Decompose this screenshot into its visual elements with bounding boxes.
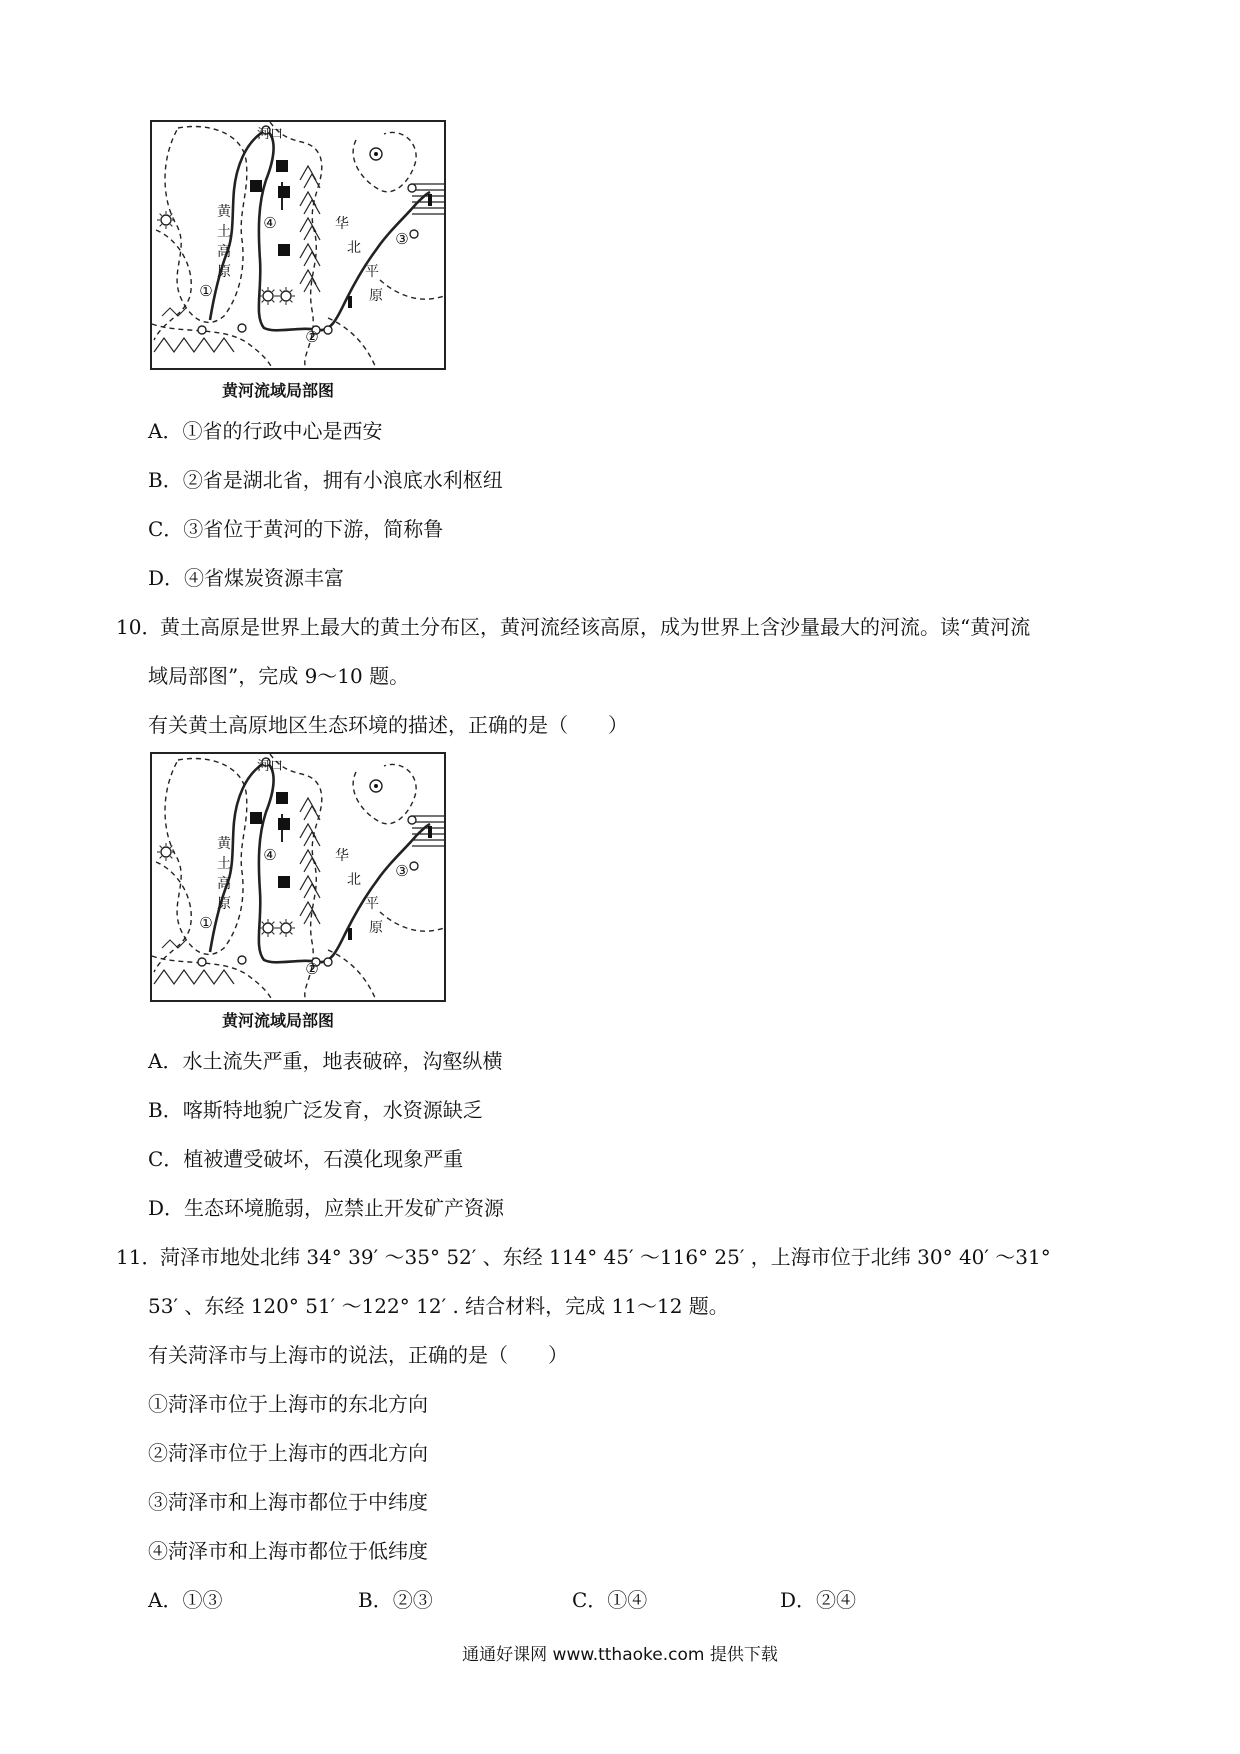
city-icon: [238, 324, 246, 332]
estuary-label: 河口: [256, 127, 284, 142]
power-station-ray: [280, 300, 282, 302]
plateau-label: 黄: [217, 204, 231, 220]
plateau-label: 原: [217, 264, 231, 280]
power-station-ray: [170, 214, 172, 216]
province-boundary: [154, 862, 191, 972]
forest-icon: [300, 244, 320, 266]
province-number-label: ④: [263, 214, 277, 232]
coal-mine-icon: [250, 180, 262, 192]
plain-label: 华: [335, 216, 349, 232]
province-number-label: ②: [305, 960, 319, 978]
forest-icon: [300, 270, 320, 292]
footer: 通通好课网 www.tthaoke.com 提供下载: [462, 1645, 778, 1665]
q10-option-d[interactable]: D．生态环境脆弱，应禁止开发矿产资源: [148, 1196, 505, 1220]
power-station-ray: [290, 290, 292, 292]
province-number-label: ④: [263, 846, 277, 864]
q9-option-b[interactable]: B．②省是湖北省，拥有小浪底水利枢纽: [148, 468, 503, 492]
power-station-ray: [262, 922, 264, 924]
province-number-label: ②: [305, 328, 319, 346]
map-figure: [150, 752, 446, 1002]
plain-label: 北: [347, 872, 361, 888]
q11-option-b[interactable]: B．②③: [358, 1588, 433, 1612]
plain-label: 原: [369, 288, 383, 304]
statement: ④菏泽市和上海市都位于低纬度: [148, 1539, 428, 1563]
map-caption: 黄河流域局部图: [222, 1011, 335, 1030]
q10-option-a[interactable]: A．水土流失严重，地表破碎，沟壑纵横: [148, 1049, 503, 1073]
power-station-ray: [272, 922, 274, 924]
province-number-label: ③: [395, 230, 409, 248]
city-icon: [198, 326, 206, 334]
plain-label: 平: [365, 896, 379, 912]
power-station-ray: [170, 224, 172, 226]
power-station-ray: [262, 932, 264, 934]
question-stem: 域局部图”，完成 9～10 题。: [148, 664, 410, 688]
question-stem: 黄土高原是世界上最大的黄土分布区，黄河流经该高原，成为世界上含沙量最大的河流。读“黄河流: [160, 615, 1031, 639]
forest-icon: [300, 876, 320, 898]
power-station-ray: [170, 856, 172, 858]
power-station-ray: [272, 290, 274, 292]
plain-label: 原: [369, 920, 383, 936]
plateau-label: 土: [217, 856, 231, 872]
statement: ③菏泽市和上海市都位于中纬度: [148, 1490, 428, 1514]
power-station-ray: [262, 290, 264, 292]
coal-mine-icon: [276, 792, 288, 804]
coal-mine-icon: [278, 186, 290, 198]
power-station-icon: [263, 923, 273, 933]
city-icon: [408, 184, 416, 192]
power-station-ray: [280, 922, 282, 924]
forest-icon: [300, 850, 320, 872]
power-station-ray: [170, 846, 172, 848]
plain-label: 平: [365, 264, 379, 280]
plateau-label: 土: [217, 224, 231, 240]
province-boundary: [380, 280, 444, 299]
province-boundary: [154, 230, 191, 340]
q11-option-c[interactable]: C．①④: [572, 1588, 648, 1612]
map-figure: [150, 120, 446, 370]
city-icon: [324, 958, 332, 966]
power-station-ray: [280, 290, 282, 292]
plateau-label: 原: [217, 896, 231, 912]
province-boundary: [353, 764, 416, 823]
q9-option-c[interactable]: C．③省位于黄河的下游，简称鲁: [148, 517, 444, 541]
forest-icon: [300, 798, 320, 820]
question-stem: 菏泽市地处北纬 34° 39′ ～35° 52′ 、东经 114° 45′ ～116° 25′ ，上海市位于北纬 30° 40′ ～31°: [160, 1245, 1051, 1269]
power-station-ray: [160, 846, 162, 848]
city-icon: [410, 862, 418, 870]
estuary-label: 河口: [256, 759, 284, 774]
mountain-icon: [162, 308, 186, 316]
forest-icon: [300, 824, 320, 846]
q11-option-d[interactable]: D．②④: [780, 1588, 857, 1612]
mountain-icon: [154, 338, 234, 352]
power-station-ray: [160, 214, 162, 216]
q10-option-b[interactable]: B．喀斯特地貌广泛发育，水资源缺乏: [148, 1098, 483, 1122]
yellow-river-map-1: [150, 120, 446, 374]
power-station-ray: [262, 300, 264, 302]
power-station-ray: [160, 856, 162, 858]
plateau-label: 黄: [217, 836, 231, 852]
province-boundary: [328, 950, 376, 1000]
q9-option-d[interactable]: D．④省煤炭资源丰富: [148, 566, 345, 590]
q10-option-c[interactable]: C．植被遭受破坏，石漠化现象严重: [148, 1147, 464, 1171]
power-station-icon: [281, 923, 291, 933]
dam-icon: [348, 296, 352, 308]
coal-mine-icon: [278, 244, 290, 256]
question-prompt: 有关黄土高原地区生态环境的描述，正确的是（ ）: [148, 713, 628, 737]
power-station-ray: [290, 922, 292, 924]
coal-mine-icon: [276, 160, 288, 172]
power-station-ray: [160, 224, 162, 226]
province-number-label: ①: [199, 282, 213, 300]
province-boundary: [328, 318, 376, 368]
province-boundary: [380, 912, 444, 931]
statement: ①菏泽市位于上海市的东北方向: [148, 1392, 428, 1416]
forest-icon: [300, 166, 320, 188]
province-number-label: ①: [199, 914, 213, 932]
map-caption: 黄河流域局部图: [222, 381, 335, 400]
city-icon: [324, 326, 332, 334]
city-icon: [238, 956, 246, 964]
power-station-icon: [263, 291, 273, 301]
question-number: 11．: [116, 1245, 162, 1269]
coal-mine-icon: [278, 818, 290, 830]
forest-icon: [300, 192, 320, 214]
city-icon: [410, 230, 418, 238]
power-station-icon: [161, 847, 171, 857]
mountain-icon: [162, 940, 186, 948]
forest-icon: [300, 218, 320, 240]
plateau-label: 高: [217, 876, 231, 892]
forest-icon: [300, 902, 320, 924]
coal-mine-icon: [278, 876, 290, 888]
city-icon: [408, 816, 416, 824]
question-number: 10．: [116, 615, 162, 639]
province-boundary: [353, 132, 416, 191]
power-station-ray: [272, 932, 274, 934]
power-station-ray: [272, 300, 274, 302]
mountain-icon: [154, 970, 234, 984]
question-stem: 53′ 、东经 120° 51′ ～122° 12′ . 结合材料，完成 11～12 题。: [148, 1294, 729, 1318]
q11-option-a[interactable]: A．①③: [148, 1588, 223, 1612]
power-station-ray: [280, 932, 282, 934]
province-number-label: ③: [395, 862, 409, 880]
power-station-ray: [290, 300, 292, 302]
coal-mine-icon: [250, 812, 262, 824]
dam-icon: [428, 194, 432, 206]
dam-icon: [428, 826, 432, 838]
statement: ②菏泽市位于上海市的西北方向: [148, 1441, 428, 1465]
q9-option-a[interactable]: A．①省的行政中心是西安: [148, 419, 383, 443]
power-station-ray: [290, 932, 292, 934]
power-station-icon: [281, 291, 291, 301]
plain-label: 北: [347, 240, 361, 256]
capital-dot: [374, 152, 378, 156]
city-icon: [198, 958, 206, 966]
capital-dot: [374, 784, 378, 788]
plateau-label: 高: [217, 244, 231, 260]
power-station-icon: [161, 215, 171, 225]
dam-icon: [348, 928, 352, 940]
yellow-river-map-2: [150, 752, 446, 1006]
question-prompt: 有关菏泽市与上海市的说法，正确的是（ ）: [148, 1343, 568, 1367]
plain-label: 华: [335, 848, 349, 864]
